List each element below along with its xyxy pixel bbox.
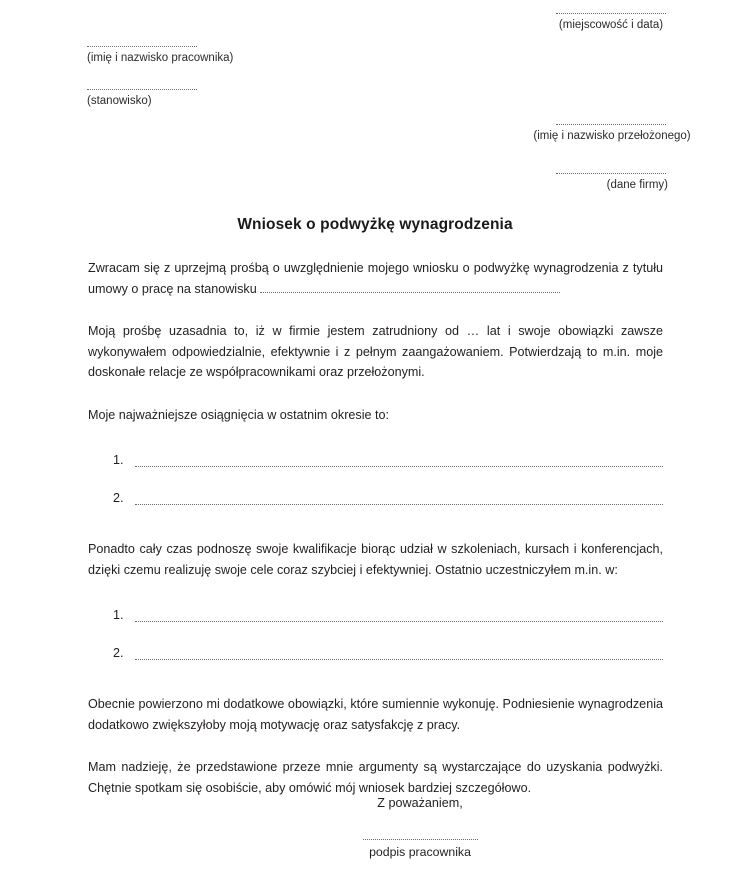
paragraph-justification: Moją prośbę uzasadnia to, iż w firmie jestem zatrudniony od … lat i swoje obowiązki zawsze wykonywałem odpowiedzialnie, efektywnie i z pełnym zaangażowaniem. Potwierdzają to m.in. moje doskonałe relacje ze współpracownikami oraz przełożonymi. xyxy=(88,324,663,379)
place-date-blank-line xyxy=(556,12,666,14)
position-blank-line xyxy=(87,88,197,90)
employee-name-blank-line xyxy=(87,45,197,47)
supervisor-name-blank-line xyxy=(556,123,666,125)
list-item xyxy=(88,636,663,674)
signature-inner xyxy=(310,838,530,859)
page-title: Wniosek o podwyżkę wynagrodzenia xyxy=(237,216,513,233)
training-blank-line-2 xyxy=(135,658,663,660)
position-label: (stanowisko) xyxy=(87,95,152,107)
list-item-number: 1. xyxy=(113,608,124,622)
supervisor-name-label: (imię i nazwisko przełożonego) xyxy=(533,130,691,142)
header-employee-name-block xyxy=(87,45,233,66)
closing-salutation: Z poważaniem, xyxy=(377,796,463,810)
employee-name-label: (imię i nazwisko pracownika) xyxy=(87,52,234,64)
list-item-number: 2. xyxy=(113,646,124,660)
header-supervisor-name-block xyxy=(533,123,691,144)
document-body xyxy=(88,258,663,820)
header-position-block xyxy=(87,88,197,109)
achievement-blank-line-2 xyxy=(135,503,663,505)
company-data-label: (dane firmy) xyxy=(606,179,668,191)
paragraph-request xyxy=(88,258,663,299)
position-inline-blank-line xyxy=(260,281,560,293)
list-item xyxy=(88,443,663,481)
paragraph-additional-duties: Obecnie powierzono mi dodatkowe obowiązki, które sumiennie wykonuję. Podniesienie wynagrodzenia dodatkowo zwiększyłoby moją motywację oraz satysfakcję z pracy. xyxy=(88,697,663,732)
signature-blank-line xyxy=(363,838,478,840)
trainings-blank-list xyxy=(88,598,663,674)
signature-caption: podpis pracownika xyxy=(369,845,471,859)
achievement-blank-line-1 xyxy=(135,465,663,467)
closing-section xyxy=(0,796,750,810)
list-item xyxy=(88,598,663,636)
company-data-blank-line xyxy=(556,172,666,174)
list-item-number: 1. xyxy=(113,453,124,467)
paragraph-achievements-intro: Moje najważniejsze osiągnięcia w ostatnim okresie to: xyxy=(88,407,389,422)
paragraph-qualifications: Ponadto cały czas podnoszę swoje kwalifikacje biorąc udział w szkoleniach, kursach i konferencjach, dzięki czemu realizuję swoje cele coraz szybciej i efektywniej. Ostatnio uczestniczyłem m.in. w: xyxy=(88,542,663,577)
training-blank-line-1 xyxy=(135,620,663,622)
header-place-date-block xyxy=(556,12,668,33)
paragraph-request-text: Zwracam się z uprzejmą prośbą o uwzględnienie mojego wniosku o podwyżkę wynagrodzenia z tytułu umowy o pracę na stanowisku xyxy=(88,261,663,296)
header-company-data-block xyxy=(556,172,668,193)
list-item-number: 2. xyxy=(113,491,124,505)
list-item xyxy=(88,481,663,519)
paragraph-conclusion: Mam nadzieję, że przedstawione przeze mnie argumenty są wystarczające do uzyskania podwyżki. Chętnie spotkam się osobiście, aby omówić mój wniosek bardziej szczegółowo. xyxy=(88,760,663,795)
signature-section xyxy=(0,838,750,859)
achievements-blank-list xyxy=(88,443,663,519)
place-date-label: (miejscowość i data) xyxy=(558,19,664,31)
